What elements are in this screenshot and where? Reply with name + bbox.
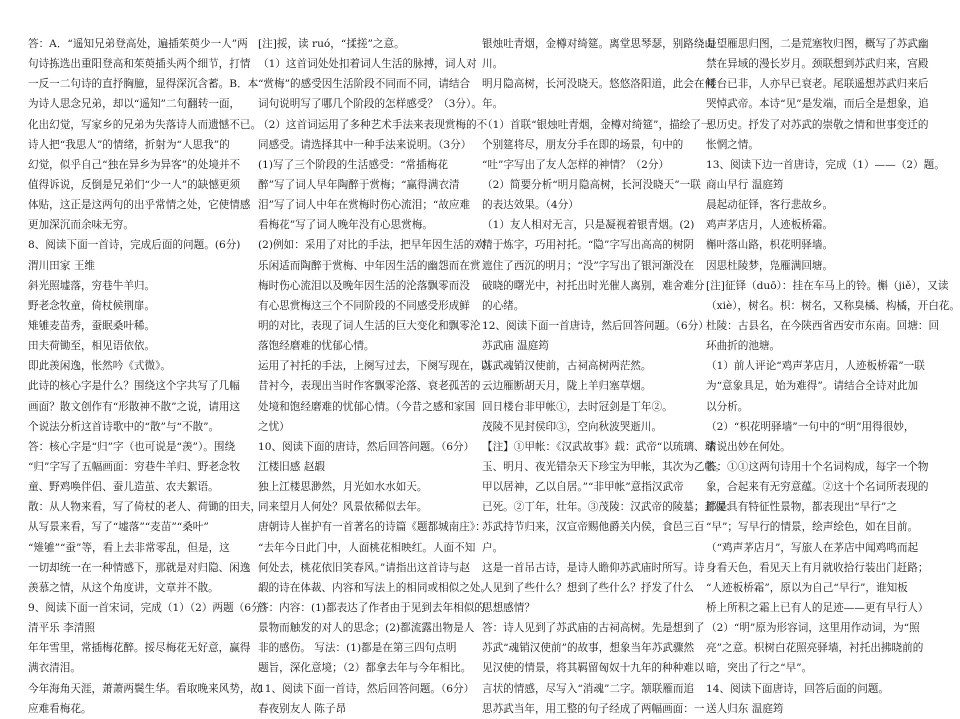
text-line: 以分析。 xyxy=(706,400,749,413)
text-line: 杜陵：古县名，在今陕西省西安市东南。回塘：回 xyxy=(706,319,940,332)
text-line: 满衣清泪。 xyxy=(28,662,81,675)
text-line: 渭川田家 王维 xyxy=(28,259,95,272)
text-line: （1）前人评论“鸡声茅店月，人迹板桥霜”一联 xyxy=(706,360,925,373)
text-line: 身看天色，看见天上有月就收拾行装出门赶路； xyxy=(706,561,929,574)
text-line: 今年海角天涯，萧萧两鬓生华。看取晚来风势，故 xyxy=(28,682,262,695)
text-line: 江楼旧感 赵嘏 xyxy=(258,460,325,473)
text-line: 画面？散文创作有“形散神不散”之说，请用这 xyxy=(28,400,241,413)
text-line: 童、野鸡唤伴侣、蚕儿造茧、农夫絮语。 xyxy=(28,481,219,494)
text-line: 景物而触发的对人的思念；(2)都流露出物是人 xyxy=(258,622,475,635)
text-line: 为诗人思念兄弟，却以“遥知”二句翻转一面， xyxy=(28,98,241,111)
text-line: 乐闲适而陶醉于赏梅、中年因生活的幽怨而在赏 xyxy=(258,259,481,272)
text-line: 值得诉说，反倒是兄弟们“少一人”的缺憾更须 xyxy=(28,178,241,191)
text-line: 落饱经磨难的忧郁心情。 xyxy=(258,340,375,353)
text-line: （2）这首词运用了多种艺术手法来表现赏梅的不 xyxy=(258,118,488,131)
text-line: 户。 xyxy=(482,541,504,554)
text-line: 的表达效果。（4分） xyxy=(482,199,579,212)
text-line: 已死。②丁年，壮年。③茂陵：汉武帝的陵墓；封侯： xyxy=(482,501,737,514)
text-line: 清平乐 李清照 xyxy=(28,622,95,635)
text-line: 昔衬今，表现出当时作客飘零沦落、衰老孤苦的 xyxy=(258,380,481,393)
text-line: 哭悼武帝。本诗“见”是发端，而后全是想象，追 xyxy=(706,98,929,111)
text-line: （1）这首词处处扣着词人生活的脉搏，词人对 xyxy=(258,58,477,71)
text-line: 暗，突出了行之“早”。 xyxy=(706,662,813,675)
text-line: 看梅花”写了词人晚年没有心思赏梅。 xyxy=(258,219,433,232)
text-line: （“鸡声茅店月”，写旅人在茅店中闻鸡鸣而起 xyxy=(706,541,919,554)
text-line: 句诗拣选出重阳登高和茱萸插头两个细节，打情 xyxy=(28,58,251,71)
text-line: 田夫荷锄至，相见语依依。 xyxy=(28,340,156,353)
text-line: 散：从人物来看，写了倚杖的老人、荷锄的田夫， xyxy=(28,501,262,514)
text-line: 醉”写了词人早年陶醉于赏梅；“赢得满衣清 xyxy=(258,178,460,191)
text-line: 明的对比，表现了词人生活的巨大变化和飘零沦 xyxy=(258,319,481,332)
text-line: 嘏的诗在体裁、内容和写法上的相同或相似之处。 xyxy=(258,581,492,594)
text-line: “去年今日此门中，人面桃花相映红。人面不知 xyxy=(258,541,476,554)
text-line: 玉、明月、夜光错杂天下珍宝为甲帐，其次为乙帐。 xyxy=(482,460,726,473)
text-line: 思历史。抒发了对苏武的崇敬之情和世事变迁的 xyxy=(706,118,929,131)
text-line: 的心绪。 xyxy=(482,299,525,312)
text-line: 9、阅读下面一首宋词，完成（1）（2）两题（6分） xyxy=(28,601,273,614)
text-line: 川。 xyxy=(482,58,504,71)
text-line: 是望雁思归图，二是荒塞牧归图，概写了苏武幽 xyxy=(706,38,929,50)
text-line: 一切却统一在一种情感下，那就是对归隐、闲逸 xyxy=(28,561,251,574)
text-line: 苏武持节归来，汉宣帝赐他爵关内侯，食邑三百 xyxy=(482,521,705,534)
text-line: 楼台已非，人亦早已衰老。尾联遥想苏武归来后 xyxy=(706,78,929,91)
text-line: 幻觉，似乎自己“独在异乡为异客”的处境并不 xyxy=(28,158,241,171)
text-line: 化出幻觉，写家乡的兄弟为失落诗人而遗憾不已。 xyxy=(28,118,262,131)
text-line: 象，合起来有无穷意蕴。②这十个名词所表现的 xyxy=(706,481,929,494)
text-line: 都是具有特征性景物，都表现出“早行”之 xyxy=(706,501,897,514)
text-line: 诗人把“我思人”的情绪，折射为“人思我”的 xyxy=(28,138,230,151)
text-line: 思想感情？ xyxy=(482,601,535,614)
text-line: 个说法分析这首诗歌中的“散”与“不散”。 xyxy=(28,420,220,433)
text-line: 野老念牧童，倚杖候荆扉。 xyxy=(28,299,156,312)
text-line: [注]征铎（duō）：挂在车马上的铃。槲（jiě），又读 xyxy=(706,279,949,292)
text-line: 因思杜陵梦，凫雁满回塘。 xyxy=(706,259,834,272)
text-line: 商山早行 温庭筠 xyxy=(706,178,784,191)
text-line: 遮住了西沉的明月；“没”字写出了银河渐没在 xyxy=(482,259,695,272)
text-line: 12、阅读下面一首唐诗，然后回答问题。（6分） xyxy=(482,319,709,332)
text-line: 10、阅读下面的唐诗，然后回答问题。（6分） xyxy=(258,440,475,453)
text-line: 羡慕之情，从这个角度讲，文章并不散。 xyxy=(28,581,219,594)
text-line: 8、阅读下面一首诗，完成后面的问题。(6分) xyxy=(28,239,241,252)
text-line: 环曲折的池塘。 xyxy=(706,340,781,353)
text-line: 见汉使的情景，将其羁留匈奴十九年的种种难以 xyxy=(482,662,705,675)
text-line: 词句说明写了哪几个阶段的怎样感受？（3分）。 xyxy=(258,98,482,111)
text-line: 银烛吐青烟，金樽对绮筵。离堂思琴瑟，别路绕山 xyxy=(482,38,716,50)
text-line: (2)例如：采用了对比的手法，把早年因生活的欢 xyxy=(258,239,485,252)
text-line: 年。 xyxy=(482,98,504,111)
column-2 xyxy=(258,34,492,719)
text-line: 回日楼台非甲帐①，去时冠剑是丁年②。 xyxy=(482,400,673,413)
text-line: 言状的情感，尽写入“消魂”二字。颔联雁而追 xyxy=(482,682,695,695)
text-line: “雉雊”“蚕”等，看上去非常零乱，但是，这 xyxy=(28,541,230,554)
text-line: 应难看梅花。 xyxy=(28,702,92,715)
text-line: 亮”之意。枳树白花照亮驿墙，衬托出拂晓前的 xyxy=(706,642,924,655)
text-line: 甲以居神，乙以自居。”“非甲帐”意指汉武帝 xyxy=(482,481,684,494)
text-line: 答：A．“遥知兄弟登高处，遍插茱萸少一人”两 xyxy=(28,38,248,50)
text-line: （2）“枳花明驿墙”一句中的“明”用得很妙， xyxy=(706,420,915,433)
text-line: “吐”字写出了友人怎样的神情？（2分） xyxy=(482,158,670,171)
text-line: 一反一二句诗的直抒胸臆，显得深沉含蓄。B．本 xyxy=(28,78,259,91)
column-1 xyxy=(28,34,273,719)
text-line: （2）“明”原为形容词，这里用作动词，为“照 xyxy=(706,622,920,635)
text-line: 破晓的曙光中，衬托出时光催人离别，难舍难分 xyxy=(482,279,705,292)
text-line: 槲叶落山路，枳花明驿墙。 xyxy=(706,239,834,252)
text-line: 此诗的核心字是什么？围绕这个字共写了几幅 xyxy=(28,380,240,393)
text-line: 茂陵不见封侯印③，空向秋波哭逝川。 xyxy=(482,420,663,433)
text-line: 唐朝诗人崔护有一首著名的诗篇《题都城南庄》： xyxy=(258,521,486,534)
text-line: 精于炼字，巧用衬托。“隐”字写出高高的树阴 xyxy=(482,239,695,252)
text-line: 泪”写了词人中年在赏梅时伤心流泪；“故应难 xyxy=(258,199,471,212)
text-line: 为“意象具足，始为难得”。请结合全诗对此加 xyxy=(706,380,919,393)
text-line: 即此羡闲逸，怅然吟《式微》。 xyxy=(28,360,172,373)
text-line: “早”；写早行的情景，绘声绘色，如在目前。 xyxy=(706,521,919,534)
text-line: 更加深沉而余味无穷。 xyxy=(28,219,134,232)
text-line: 题旨，深化意境；（2）都拿去年与今年相比。 xyxy=(258,662,472,675)
text-line: 桥上所积之霜上已有人的足迹——更有早行人） xyxy=(706,601,929,614)
text-line: 明月隐高树，长河没晓天。悠悠洛阳道，此会在何 xyxy=(482,78,716,91)
text-line: 运用了衬托的手法，上阕写过去，下阕写现在，以 xyxy=(258,360,492,373)
text-line: 年年雪里，常插梅花醉。挼尽梅花无好意，赢得 xyxy=(28,642,251,655)
text-line: 答：核心字是“归”字（也可说是“羡”）。围绕 xyxy=(28,440,236,453)
column-4 xyxy=(706,34,960,719)
text-line: 苏武庙 温庭筠 xyxy=(482,340,549,353)
text-line: 晨起动征铎，客行悲故乡。 xyxy=(706,199,834,212)
text-line: 【注】①甲帐：《汉武故事》载：武帝“以琉璃、珠 xyxy=(482,440,716,453)
text-line: （1）友人相对无言，只是凝视着银青烟。(2) xyxy=(482,219,695,232)
text-line: 怅惘之情。 xyxy=(706,138,759,151)
text-line: 有心思赏梅这三个不同阶段的不同感受形成鲜 xyxy=(258,299,470,312)
text-line: 请说出妙在何处。 xyxy=(706,440,791,453)
text-line: 从写景来看，写了“墟落”“麦苗”“桑叶” xyxy=(28,521,209,534)
text-line: 思苏武当年，用工整的句子经成了两幅画面：一 xyxy=(482,702,705,715)
text-line: （2）简要分析“明月隐高树，长河没晓天”一联 xyxy=(482,178,701,191)
text-line: 何处去，桃花依旧笑春风。”请指出这首诗与赵 xyxy=(258,561,470,574)
text-line: 答：①①这两句诗用十个名词构成，每字一个物 xyxy=(706,460,929,473)
text-line: (1)写了三个阶段的生活感受：“常插梅花 xyxy=(258,158,448,171)
text-line: “赏梅”的感受因生活阶段不同而不同，请结合 xyxy=(258,78,471,91)
text-line: 同感受。请选择其中一种手法来说明。（3分） xyxy=(258,138,472,151)
text-line: 同来望月人何处？风景依稀似去年。 xyxy=(258,501,428,514)
text-line: 答：诗人见到了苏武庙的古祠高树。先是想到了 xyxy=(482,622,705,635)
text-line: 11、阅读下面一首诗，然后回答问题。（6分） xyxy=(258,682,475,695)
text-line: 处境和饱经磨难的忧郁心情。（今昔之感和家国 xyxy=(258,400,476,413)
text-line: 春夜别友人 陈子昂 xyxy=(258,702,347,715)
text-line: 送人归东 温庭筠 xyxy=(706,702,784,715)
text-line: 之忧） xyxy=(258,420,290,433)
text-line: 禁在异域的漫长岁月。颈联想到苏武归来，宫殿 xyxy=(706,58,929,71)
text-line: 雉雊麦苗秀，蚕眠桑叶稀。 xyxy=(28,319,156,332)
text-line: （1）首联“银烛吐青烟，金樽对绮筵”，描绘了一 xyxy=(482,118,712,131)
text-line: “归”字写了五幅画面：穷巷牛羊归、野老念牧 xyxy=(28,460,241,473)
text-line: （xiè），树名。枳：树名，又称臭橘、构橘，开白花。 xyxy=(706,299,960,312)
text-line: 苏武魂销汉使前，古祠高树两茫然。 xyxy=(482,360,652,373)
text-line: 鸡声茅店月，人迹板桥霜。 xyxy=(706,219,834,232)
text-line: 答：内容：(1)都表达了作者由于见到去年相似的 xyxy=(258,601,485,614)
text-line: 云边雁断胡天月，陇上羊归塞草烟。 xyxy=(482,380,652,393)
text-line: 体贴，这正是这两句的出乎常情之处，它使情感 xyxy=(28,199,251,212)
text-line: “人迹板桥霜”，原以为自己“早行”，谁知板 xyxy=(706,581,908,594)
text-line: 苏武“魂销汉使前”的故事，想象当年苏武骤然 xyxy=(482,642,695,655)
text-line: [注]挼，读 ruó，“揉搓”之意。 xyxy=(258,38,405,50)
text-line: 梅时伤心流泪以及晚年因生活的沦落飘零而没 xyxy=(258,279,470,292)
text-line: 13、阅读下边一首唐诗，完成（1）——（2）题。 xyxy=(706,158,945,171)
text-line: 非的感伤。 写法：(1)都是在第三四句点明 xyxy=(258,642,457,655)
text-line: 个别筵将尽，朋友分手在即的场景，句中的 xyxy=(482,138,684,151)
text-line: 斜光照墟落，穷巷牛羊归。 xyxy=(28,279,156,292)
text-line: 14、阅读下面唐诗，回答后面的问题。 xyxy=(706,682,889,695)
text-line: 独上江楼思渺然，月光如水水如天。 xyxy=(258,481,428,494)
text-line: 人见到了些什么？想到了些什么？抒发了什么 xyxy=(482,581,694,594)
text-line: 这是一首吊古诗，是诗人瞻仰苏武庙时所写。诗 xyxy=(482,561,705,574)
